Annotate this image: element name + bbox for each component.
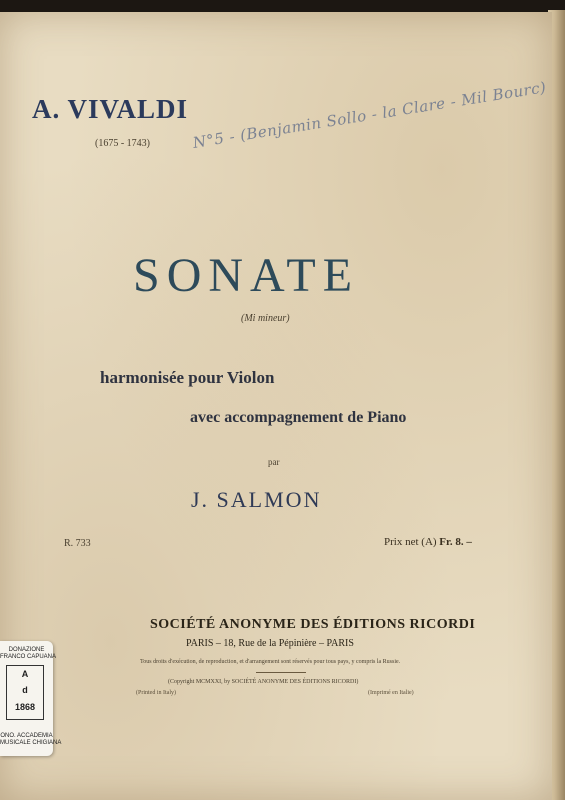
shelfmark-1: A	[21, 669, 29, 679]
library-label	[0, 641, 62, 756]
copyright-notice: (Copyright MCMXXI, by SOCIÉTÉ ANONYME DES ÉDITIONS RICORDI)	[168, 679, 359, 685]
price	[384, 536, 472, 548]
label-institution-2: MUSICALE CHIGIANA	[0, 740, 62, 746]
work-key: (Mi mineur)	[241, 313, 290, 324]
label-donation: DONAZIONE	[8, 647, 45, 653]
arranger-name: J. SALMON	[191, 487, 322, 512]
publisher-name: SOCIÉTÉ ANONYME DES ÉDITIONS RICORDI	[150, 617, 476, 632]
label-donor: FRANCO CAPUANA	[0, 654, 57, 660]
work-title: SONATE	[133, 249, 360, 302]
price-value: Fr. 8. –	[439, 536, 472, 548]
instrumentation-line-2: avec accompagnement de Piano	[190, 409, 407, 426]
shelfmark-box	[6, 665, 44, 720]
composer-dates: (1675 - 1743)	[95, 138, 150, 149]
shelfmark-3: 1868	[14, 702, 36, 712]
price-label: Prix net (A)	[384, 536, 437, 548]
instrumentation-line-1: harmonisée pour Violon	[100, 368, 275, 387]
score-cover	[0, 12, 552, 800]
catalog-number: R. 733	[64, 538, 91, 549]
shelfmark-2: d	[22, 685, 28, 695]
by-label: par	[268, 457, 280, 467]
composer-name: A. VIVALDI	[32, 94, 189, 124]
divider	[256, 672, 306, 673]
rights-notice: Tous droits d'exécution, de reproduction, et d'arrangement sont réservés pour tous pays, y compris la Russie.	[140, 659, 401, 665]
printed-in-left: (Printed in Italy)	[136, 690, 176, 696]
printed-in-right: (Imprimé en Italie)	[368, 690, 414, 696]
publisher-address: PARIS – 18, Rue de la Pépinière – PARIS	[186, 638, 354, 649]
label-institution-1: ONO. ACCADEMIA	[0, 733, 53, 739]
handwritten-note: N°5 - (Benjamin Sollo - la Clare - Mil Bourc)	[191, 78, 548, 152]
